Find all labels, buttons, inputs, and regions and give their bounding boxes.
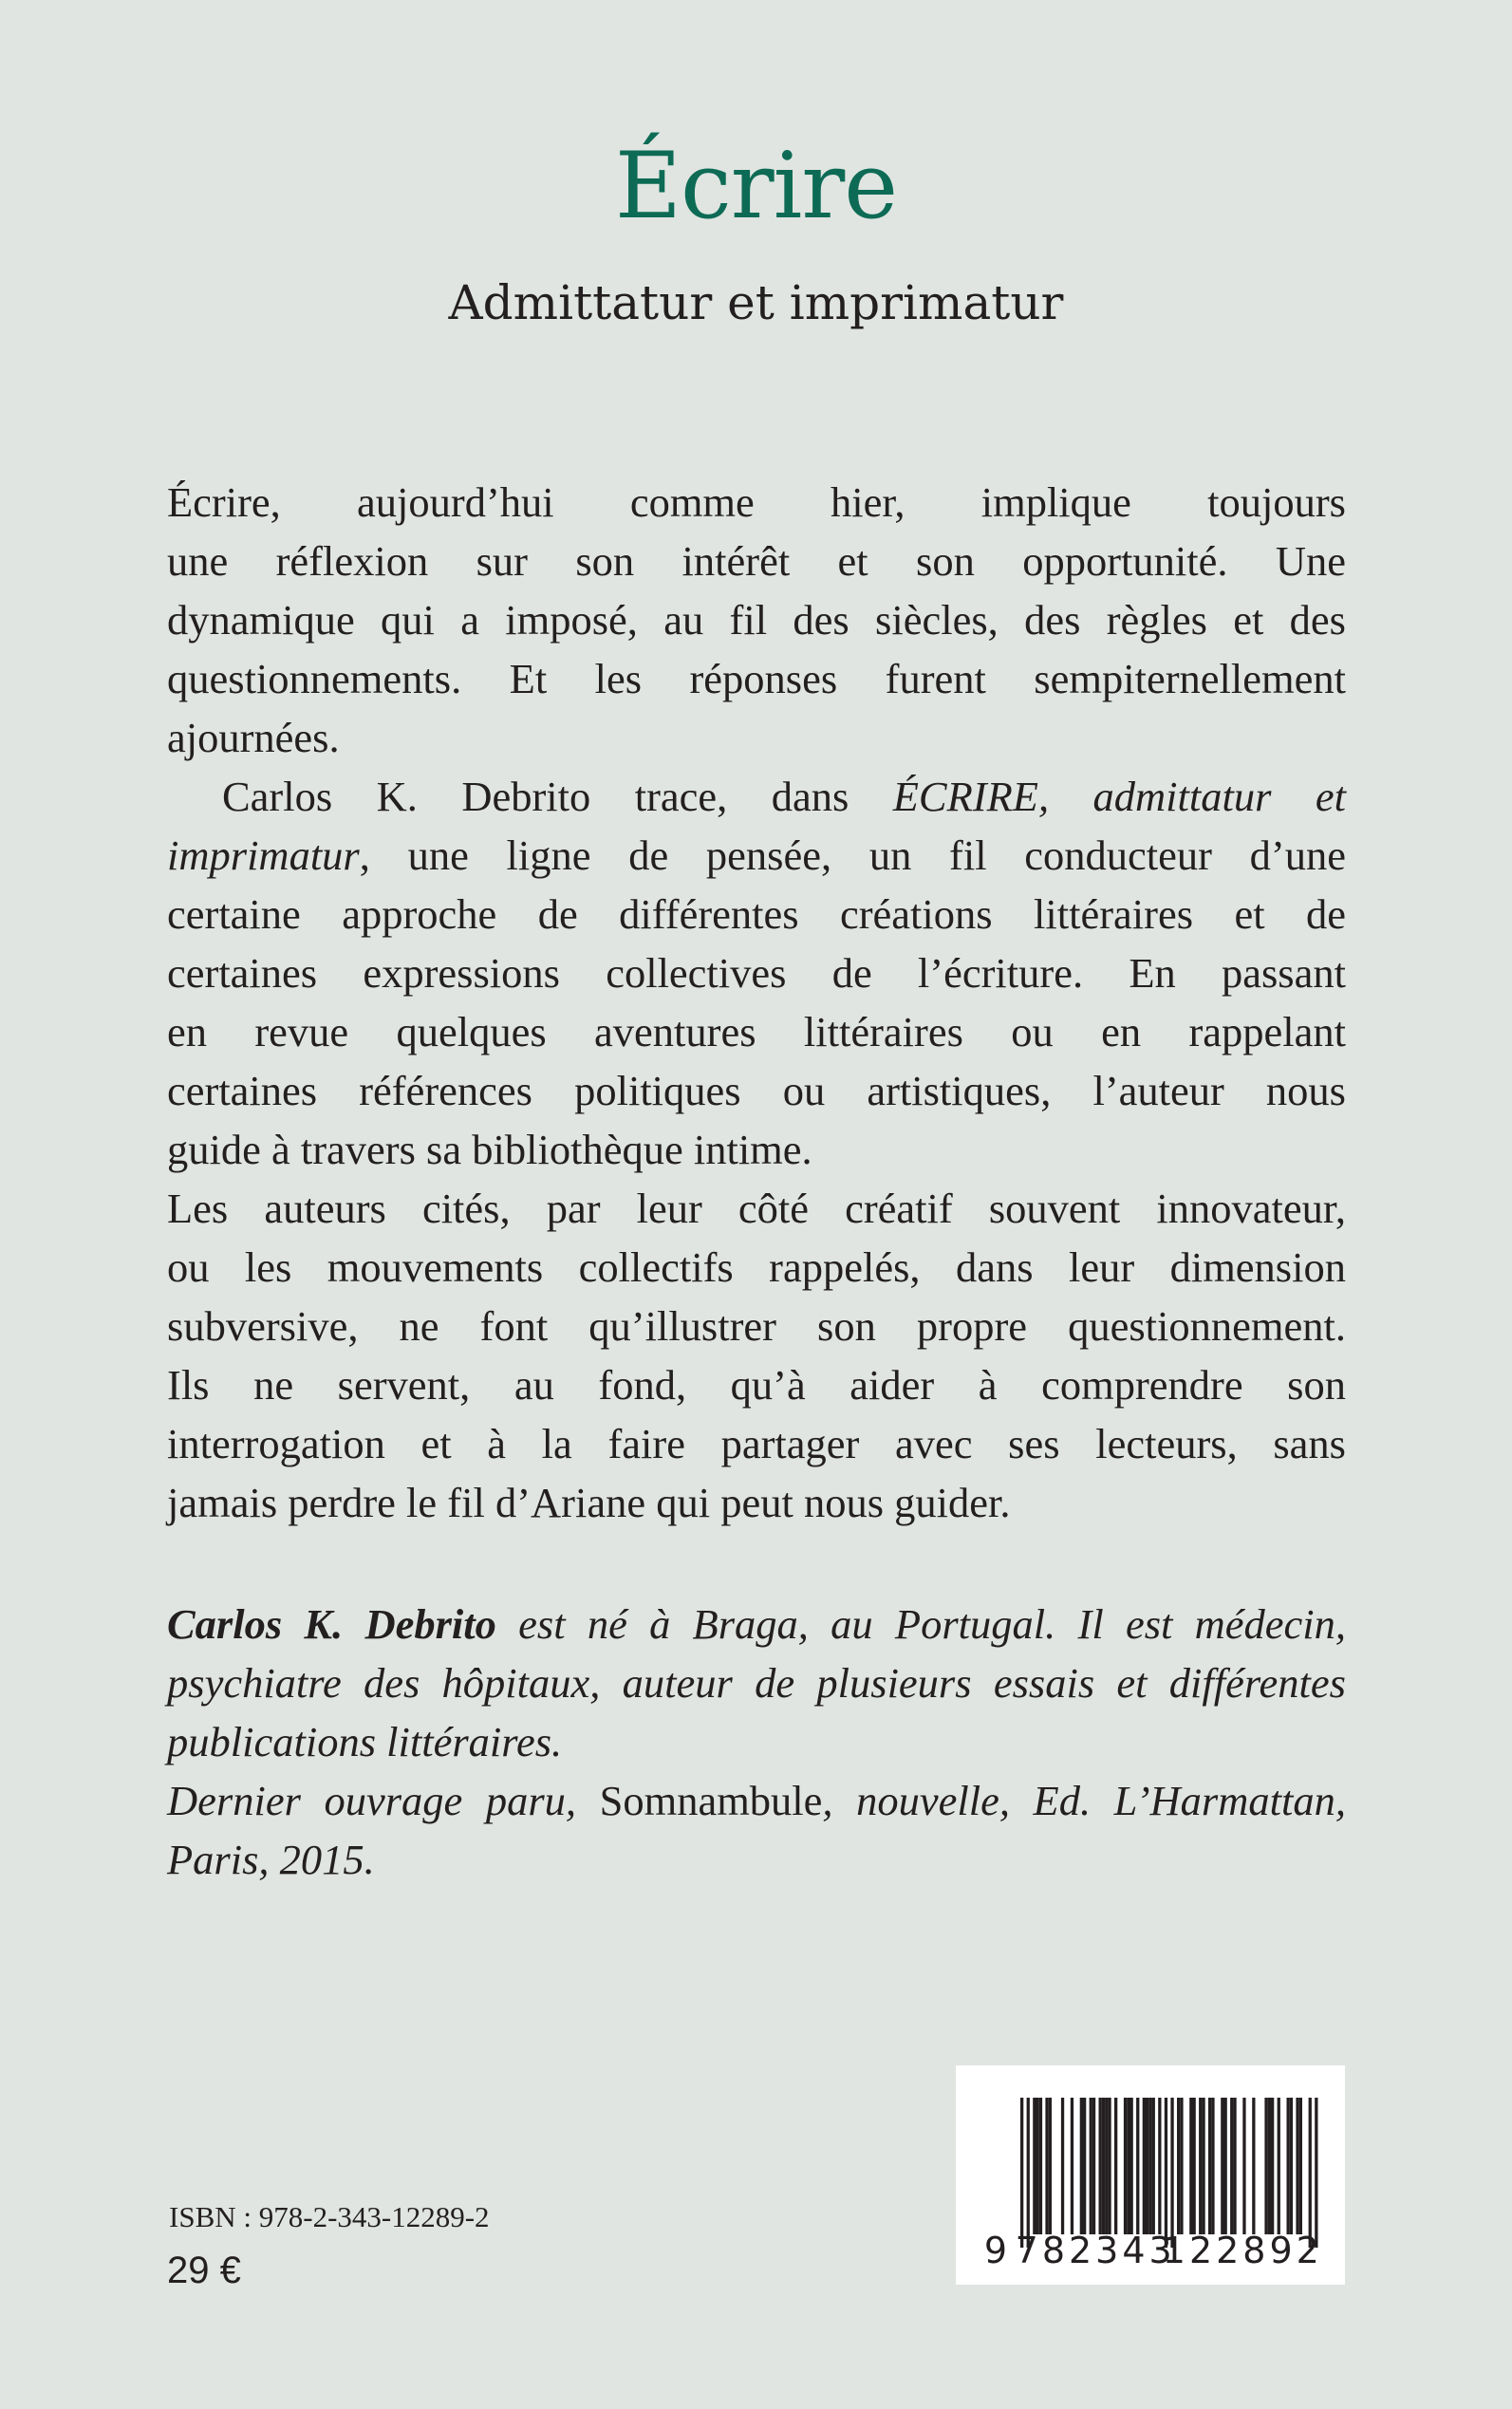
barcode-bar — [1199, 2098, 1202, 2234]
barcode-bar — [1268, 2098, 1271, 2234]
text-line: questionnements. Et les réponses furent sempiternellement — [167, 655, 1346, 702]
barcode — [956, 2065, 1345, 2285]
book-subtitle: Admittatur et imprimatur — [448, 275, 1064, 330]
barcode-bar — [1036, 2098, 1039, 2234]
barcode-bars — [956, 2065, 1345, 2285]
text-line: certaines références politiques ou artistiques, l’auteur nous — [167, 1067, 1346, 1114]
author-name: Carlos K. Debrito — [167, 1600, 496, 1648]
barcode-bar — [1090, 2098, 1092, 2234]
text-line — [167, 1653, 1346, 1712]
text-line: en revue quelques aventures littéraires ou en rappelant — [167, 1008, 1346, 1055]
barcode-bar — [1299, 2098, 1302, 2234]
text-line: Les auteurs cités, par leur côté créatif souvent innovateur, — [167, 1185, 1346, 1232]
barcode-bar — [1230, 2098, 1233, 2234]
barcode-bar — [1136, 2098, 1139, 2234]
barcode-bar — [1208, 2098, 1211, 2234]
barcode-bar — [1221, 2098, 1223, 2234]
text-line: subversive, ne font qu’illustrer son propre questionnement. — [167, 1302, 1346, 1350]
isbn: ISBN : 978-2-343-12289-2 — [169, 2200, 490, 2233]
blurb — [167, 473, 1346, 1532]
book-title: Écrire — [614, 133, 898, 239]
text-line: Écrire, aujourd’hui comme hier, implique toujours — [167, 478, 1346, 526]
last-book-title: Somnambule — [599, 1777, 823, 1824]
text: , nouvelle, Ed. L’Harmattan, — [822, 1777, 1346, 1824]
barcode-bar — [1170, 2098, 1173, 2248]
barcode-bar — [1099, 2098, 1102, 2234]
barcode-bar — [1193, 2098, 1196, 2234]
barcode-bar — [1061, 2098, 1064, 2234]
barcode-bar — [1071, 2098, 1073, 2234]
barcode-bar — [1189, 2098, 1192, 2234]
barcode-bar — [1180, 2098, 1183, 2234]
text-line — [167, 1830, 1346, 1889]
barcode-bar — [1020, 2098, 1023, 2248]
text-line: jamais perdre le fil d’Ariane qui peut nous guider. — [167, 1479, 1011, 1526]
barcode-bar — [1296, 2098, 1298, 2234]
text-line: ou les mouvements collectifs rappelés, dans leur dimension — [167, 1243, 1346, 1291]
barcode-bar — [1252, 2098, 1255, 2234]
book-title-ref: ÉCRIRE, admittatur et — [892, 773, 1346, 820]
barcode-bar — [1224, 2098, 1227, 2234]
text-line: une réflexion sur son intérêt et son opportunité. Une — [167, 537, 1346, 585]
barcode-bar — [1211, 2098, 1214, 2234]
text-line: dynamique qui a imposé, au fil des siècles, des règles et des — [167, 596, 1346, 644]
barcode-bar — [1124, 2098, 1127, 2234]
book-title-ref: imprimatur — [167, 831, 360, 879]
barcode-bar — [1027, 2098, 1030, 2248]
barcode-bar — [1287, 2098, 1290, 2234]
barcode-bar — [1083, 2098, 1086, 2234]
text-line — [167, 1712, 1346, 1771]
barcode-bar — [1045, 2098, 1048, 2234]
barcode-bar — [1271, 2098, 1274, 2234]
barcode-bar — [1033, 2098, 1036, 2234]
text: Dernier ouvrage paru, — [167, 1777, 600, 1824]
text-line — [167, 767, 1346, 826]
barcode-bar — [1242, 2098, 1245, 2234]
text-line: interrogation et à la faire partager avec ses lecteurs, sans — [167, 1420, 1346, 1467]
text-line: guide à travers sa bibliothèque intime. — [167, 1126, 812, 1173]
text-line: Ils ne servent, au fond, qu’à aider à comprendre son — [167, 1361, 1346, 1409]
text: Paris, 2015. — [167, 1836, 375, 1883]
text: psychiatre des hôpitaux, auteur de plusieurs essais et différentes — [167, 1659, 1346, 1707]
barcode-bar — [1049, 2098, 1052, 2234]
barcode-bar — [1114, 2098, 1117, 2234]
barcode-bar — [1092, 2098, 1095, 2234]
barcode-digits: 9 — [983, 2230, 1011, 2271]
price: 29 € — [167, 2250, 241, 2291]
text-line: ajournées. — [167, 714, 340, 761]
barcode-bar — [1146, 2098, 1148, 2234]
barcode-digits: 122892 — [1162, 2230, 1323, 2271]
barcode-bar — [1039, 2098, 1042, 2234]
barcode-digits: 782343 — [1015, 2230, 1176, 2271]
text: , une ligne de pensée, un fil conducteur d’une — [359, 831, 1346, 879]
barcode-bar — [1290, 2098, 1293, 2234]
barcode-bar — [1233, 2098, 1236, 2234]
barcode-bar — [1127, 2098, 1129, 2234]
barcode-bar — [1264, 2098, 1267, 2234]
text-line — [167, 826, 1346, 885]
barcode-bar — [1315, 2098, 1317, 2248]
barcode-bar — [1105, 2098, 1108, 2234]
author-bio — [167, 1595, 1346, 1889]
barcode-bar — [1108, 2098, 1111, 2234]
barcode-bar — [1148, 2098, 1151, 2234]
text-line: certaine approche de différentes créations littéraires et de — [167, 890, 1346, 938]
barcode-bar — [1309, 2098, 1312, 2248]
barcode-bar — [1080, 2098, 1083, 2234]
barcode-bar — [1158, 2098, 1161, 2234]
text: Carlos K. Debrito trace, dans — [222, 773, 893, 820]
barcode-bar — [1143, 2098, 1146, 2234]
barcode-bar — [1130, 2098, 1133, 2234]
barcode-bar — [1202, 2098, 1204, 2234]
barcode-bar — [1152, 2098, 1155, 2234]
text: publications littéraires. — [167, 1718, 563, 1765]
barcode-bar — [1165, 2098, 1167, 2248]
text-line — [167, 1771, 1346, 1830]
barcode-bar — [1102, 2098, 1105, 2234]
barcode-bar — [1177, 2098, 1180, 2234]
text-line — [167, 1595, 1346, 1653]
text: est né à Braga, au Portugal. Il est médecin, — [495, 1600, 1346, 1648]
barcode-bar — [1278, 2098, 1280, 2234]
text-line: certaines expressions collectives de l’écriture. En passant — [167, 949, 1346, 997]
